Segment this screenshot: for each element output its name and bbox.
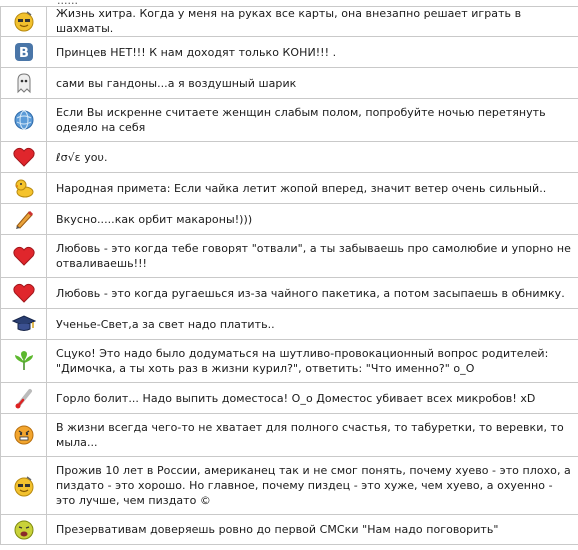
previous-row-text: ...... — [57, 0, 78, 7]
status-text: Если Вы искренне считаете женщин слабым полом, попробуйте ночью перетянуть одеяло на себя — [56, 106, 546, 134]
status-list — [0, 6, 578, 545]
list-item[interactable] — [1, 414, 578, 457]
heart-icon — [12, 244, 36, 268]
graduation-cap-icon — [12, 312, 36, 336]
status-text: Любовь - это когда тебе говорят "отвали", а ты забываешь про самолюбие и упорно не отваливаешь!!! — [56, 242, 571, 270]
status-text: ℓσ√ε уоυ. — [56, 150, 108, 164]
angry-smiley-icon — [12, 423, 36, 447]
list-item[interactable] — [1, 309, 578, 340]
list-item[interactable] — [1, 142, 578, 173]
list-item[interactable] — [1, 383, 578, 414]
status-text: Вкусно.....как орбит макароны!))) — [56, 212, 253, 226]
status-text: Жизнь хитра. Когда у меня на руках все карты, она внезапно решает играть в шахматы. — [56, 7, 522, 35]
list-item[interactable] — [1, 278, 578, 309]
vk-logo-icon — [12, 40, 36, 64]
sick-smiley-icon — [12, 518, 36, 542]
status-text: Прожив 10 лет в России, американец так и не смог понять, почему хуево - это плохо, а пиздато - это хорошо. Но главное, почему пиздец - это хуже, чем хуево, а охуенно - это лучше, чем пиздато © — [56, 464, 571, 507]
smiley-cool-icon — [12, 9, 36, 33]
list-item[interactable] — [1, 99, 578, 142]
heart-icon — [12, 145, 36, 169]
status-text: Ученье-Свет,а за свет надо платить.. — [56, 317, 275, 331]
ghost-icon — [12, 71, 36, 95]
list-item[interactable] — [1, 68, 578, 99]
status-text: В жизни всегда чего-то не хватает для полного счастья, то табуретки, то веревки, то мыла... — [56, 421, 564, 449]
status-text: Принцев НЕТ!!! К нам доходят только КОНИ!!! . — [56, 45, 337, 59]
status-text: Народная примета: Если чайка летит жопой вперед, значит ветер очень сильный.. — [56, 181, 547, 195]
status-text: Сцуко! Это надо было додуматься на шутливо-провокационный вопрос родителей: "Димочка, а ты хоть раз в жизни курил?", ответить: "Что именно?" о_О — [56, 347, 549, 375]
smiley-cool-icon — [12, 474, 36, 498]
list-item[interactable] — [1, 204, 578, 235]
duck-icon — [12, 176, 36, 200]
svg-text:В: В — [18, 46, 29, 61]
status-text: Горло болит... Надо выпить доместоса! О_о Доместос убивает всех микробов! xD — [56, 391, 536, 405]
list-item[interactable] — [1, 515, 578, 545]
list-item[interactable] — [1, 457, 578, 515]
pencil-icon — [12, 207, 36, 231]
status-text: Презервативам доверяешь ровно до первой СМСки "Нам надо поговорить" — [56, 523, 499, 536]
list-item[interactable] — [1, 6, 578, 37]
list-item[interactable] — [1, 340, 578, 383]
list-item[interactable] — [1, 173, 578, 204]
heart-icon — [12, 281, 36, 305]
list-item[interactable] — [1, 37, 578, 68]
list-item[interactable] — [1, 235, 578, 278]
globe-icon — [12, 108, 36, 132]
thermometer-icon — [12, 386, 36, 410]
status-text: сами вы гандоны...а я воздушный шарик — [56, 76, 297, 90]
status-text: Любовь - это когда ругаешься из-за чайного пакетика, а потом засыпаешь в обнимку. — [56, 286, 565, 300]
leaf-icon — [12, 349, 36, 373]
